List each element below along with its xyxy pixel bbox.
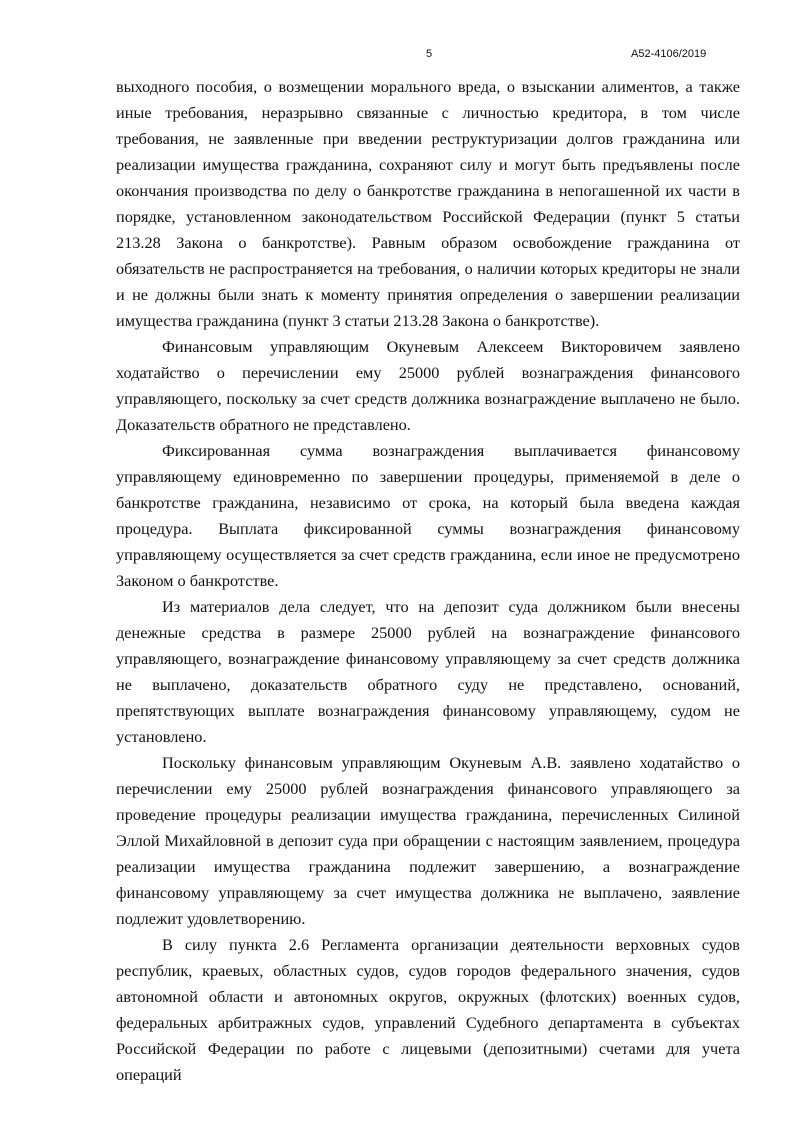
paragraph-petition: Финансовым управляющим Окуневым Алексеем Викторовичем заявлено ходатайство о перечислении ему 25000 рублей вознаграждения финансового управляющего, поскольку за счет средств должника вознаграждение выплачено не было. Доказательств обратного не представлено. (116, 337, 740, 434)
paragraph-fixed-fee: Фиксированная сумма вознаграждения выплачивается финансовому управляющему единовременно по завершении процедуры, применяемой в деле о банкротстве гражданина, независимо от срока, на который была введена каждая процедура. Выплата фиксированной суммы вознаграждения финансовому управляющему осуществляется за счет средств гражданина, если иное не предусмотрено Законом о банкротстве. (116, 441, 740, 590)
paragraph-ruling-basis: Поскольку финансовым управляющим Окуневым А.В. заявлено ходатайство о перечислении ему 25000 рублей вознаграждения финансового управляющего за проведение процедуры реализации имущества гражданина, перечисленных Силиной Эллой Михайловной в депозит суда при обращении с настоящим заявлением, процедура реализации имущества гражданина подлежит завершению, а вознаграждение финансовому управляющему за счет имущества должника не выплачено, заявление подлежит удовлетворению. (116, 753, 740, 928)
page-number: 5 (426, 48, 433, 60)
paragraph-regulation: В силу пункта 2.6 Регламента организации деятельности верховных судов республик, краевых, областных судов, судов городов федерального значения, судов автономной области и автономных округов, окружных (флотских) военных судов, федеральных арбитражных судов, управлений Судебного департамента в субъектах Российской Федерации по работе с лицевыми (депозитными) счетами для учета операций (116, 935, 740, 1084)
paragraph-continuation: выходного пособия, о возмещении морального вреда, о взыскании алиментов, а также иные требования, неразрывно связанные с личностью кредитора, в том числе требования, не заявленные при введении реструктуризации долгов гражданина или реализации имущества гражданина, сохраняют силу и могут быть предъявлены после окончания производства по делу о банкротстве гражданина в непогашенной их части в порядке, установленном законодательством Российской Федерации (пункт 5 статьи 213.28 Закона о банкротстве). Равным образом освобождение гражданина от обязательств не распространяется на требования, о наличии которых кредиторы не знали и не должны были знать к моменту принятия определения о завершении реализации имущества гражданина (пункт 3 статьи 213.28 Закона о банкротстве). (116, 77, 740, 330)
paragraph-case-materials: Из материалов дела следует, что на депозит суда должником были внесены денежные средства в размере 25000 рублей на вознаграждение финансового управляющего, вознаграждение финансовому управляющему за счет средств должника не выплачено, доказательств обратного суду не представлено, оснований, препятствующих выплате вознаграждения финансовому управляющему, судом не установлено. (116, 597, 740, 746)
document-body (116, 74, 740, 1088)
page-header (0, 46, 800, 66)
case-number: А52-4106/2019 (631, 48, 707, 60)
